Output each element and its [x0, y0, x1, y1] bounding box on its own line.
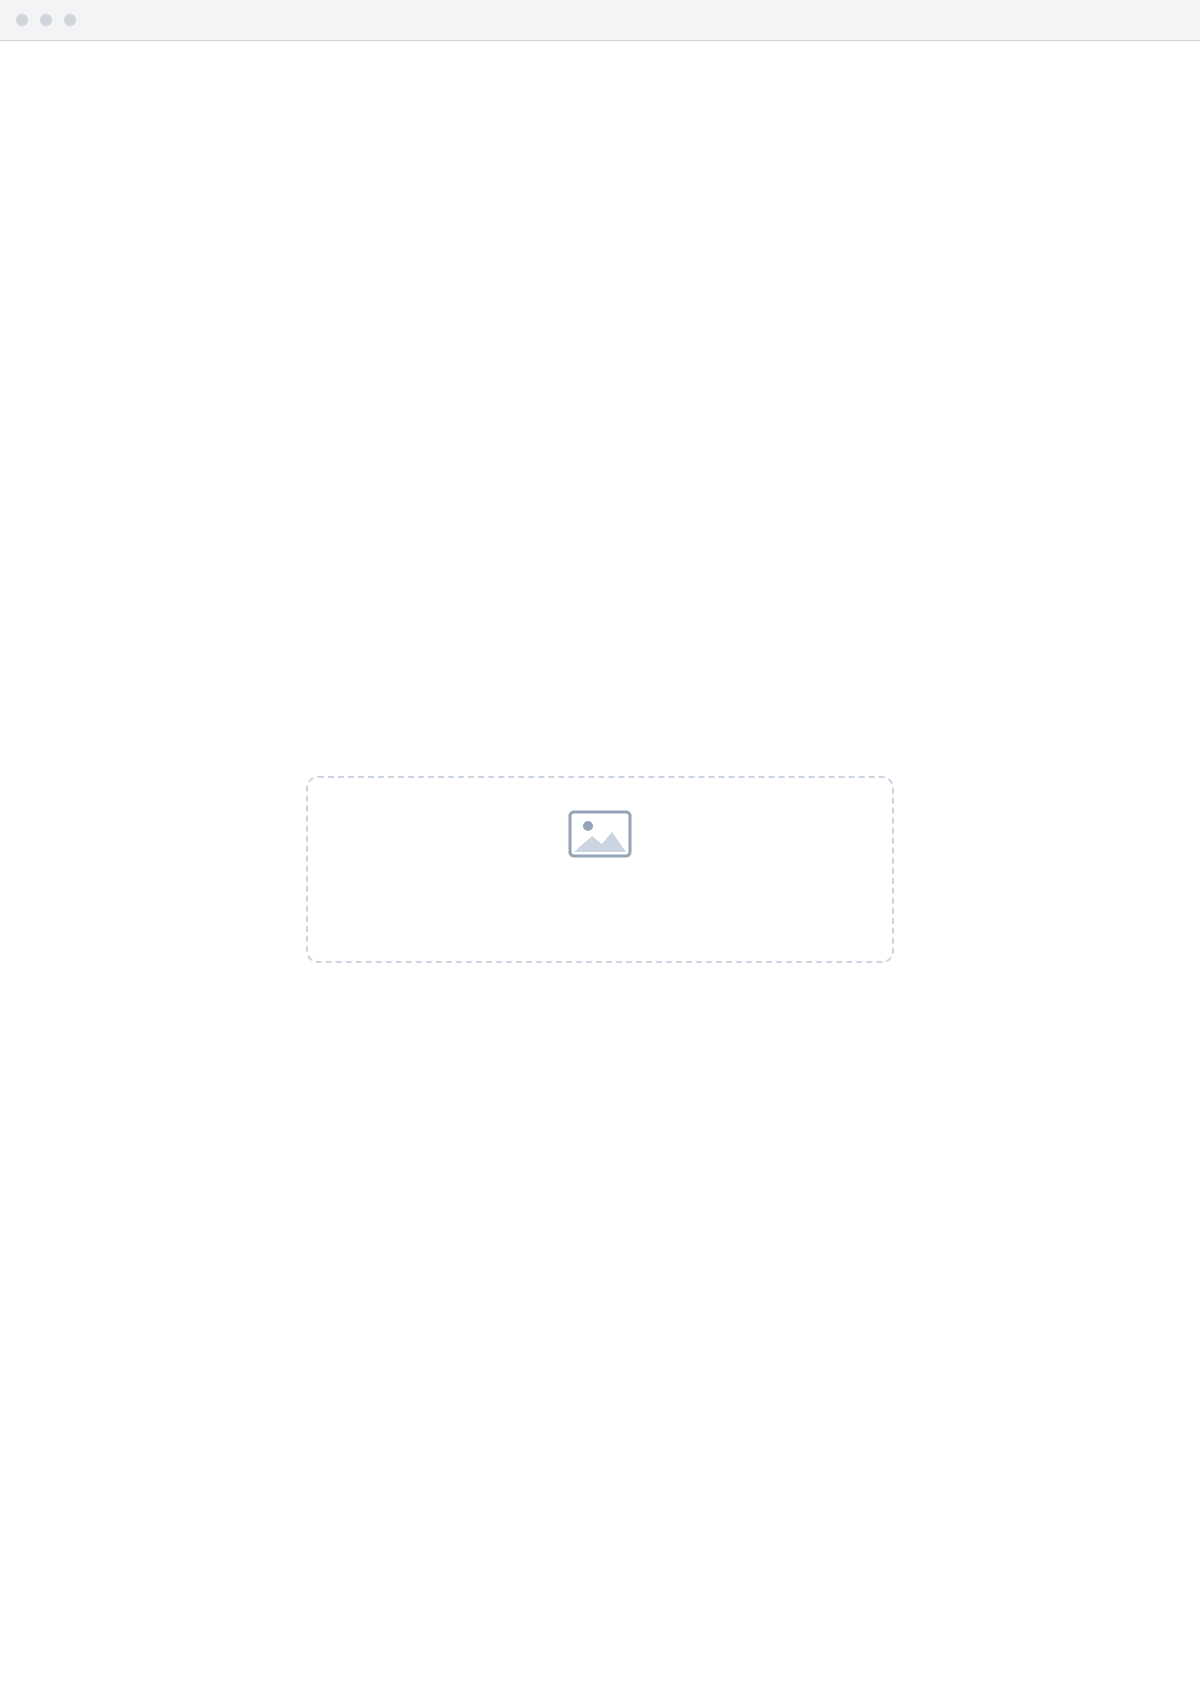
missing-screenshot-panel [306, 776, 894, 963]
title-bar [0, 0, 1200, 41]
page-heading [340, 879, 860, 903]
window-control-dot [40, 14, 52, 26]
image-placeholder-icon [568, 810, 632, 858]
window-control-dot [16, 14, 28, 26]
content-area [0, 41, 1200, 1698]
status-message [340, 911, 860, 929]
window-control-dot [64, 14, 76, 26]
